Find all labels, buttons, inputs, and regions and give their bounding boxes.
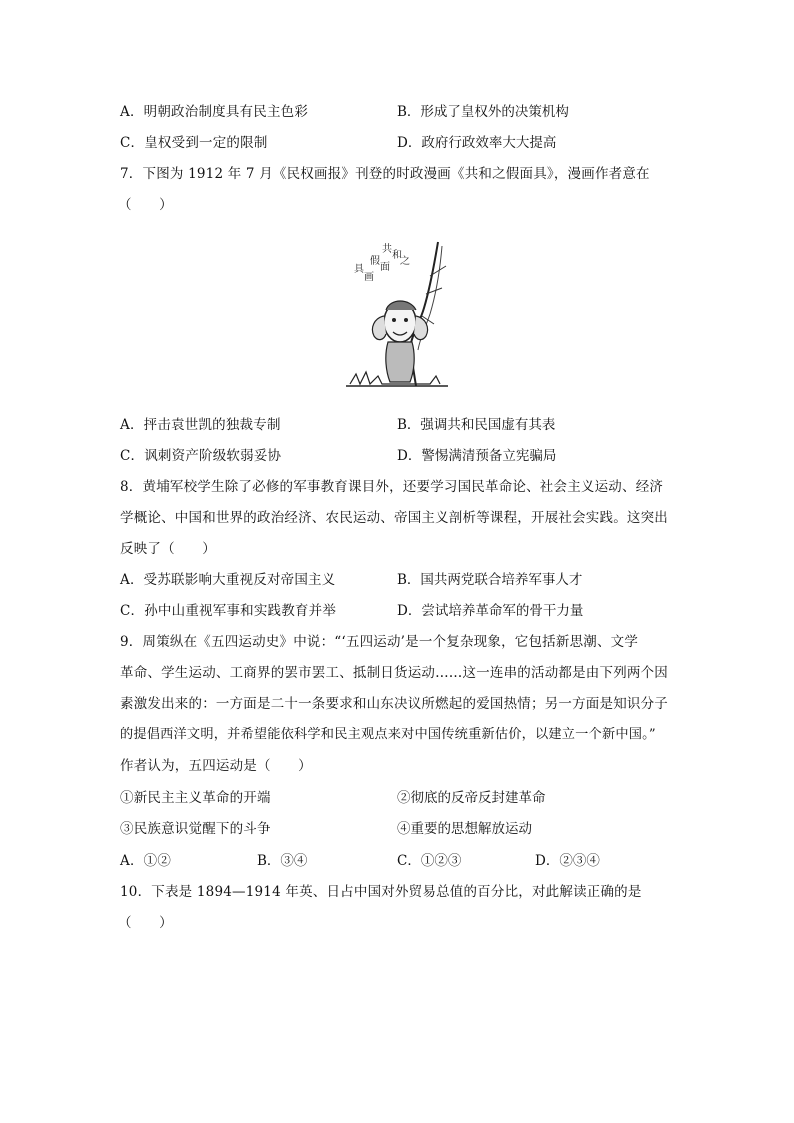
q6-option-b: B．形成了皇权外的决策机构 [397, 104, 569, 120]
political-cartoon [330, 236, 458, 392]
q9-item-2: ②彻底的反帝反封建革命 [397, 790, 546, 806]
q6-option-d: D．政府行政效率大大提高 [397, 135, 557, 151]
q9-item-3: ③民族意识觉醒下的斗争 [120, 821, 271, 837]
q7-option-c: C．讽刺资产阶级软弱妥协 [120, 448, 282, 464]
q10-bracket: （ ） [118, 915, 173, 931]
q9-option-a: A．①② [120, 853, 172, 869]
q9-line-5: 作者认为，五四运动是（ ） [120, 758, 312, 774]
q7-option-d: D．警惕满清预备立宪骗局 [397, 448, 557, 464]
svg-text:假: 假 [370, 256, 380, 267]
q9-option-d: D．②③④ [535, 853, 600, 869]
q8-line-2: 学概论、中国和世界的政治经济、农民运动、帝国主义剖析等课程，开展社会实践。这突出 [120, 510, 668, 526]
q7-option-a: A．抨击袁世凯的独裁专制 [120, 417, 281, 433]
q8-option-d: D．尝试培养革命军的骨干力量 [397, 603, 584, 619]
q9-line-1: 9．周策纵在《五四运动史》中说：“‘五四运动’是一个复杂现象，它包括新思潮、文学 [120, 634, 639, 650]
q7-option-b: B．强调共和民国虚有其表 [397, 417, 556, 433]
q9-line-3: 素激发出来的：一方面是二十一条要求和山东决议所燃起的爱国热情；另一方面是知识分子 [120, 696, 668, 712]
q9-line-4: 的提倡西洋文明，并希望能依科学和民主观点来对中国传统重新估价，以建立一个新中国。” [120, 727, 656, 742]
svg-text:面: 面 [380, 262, 390, 273]
cartoon-drawing [330, 236, 458, 392]
svg-text:和: 和 [392, 250, 402, 261]
cartoon-caption-lettering [354, 242, 410, 283]
svg-text:之: 之 [400, 256, 410, 267]
q8-option-c: C．孙中山重视军事和实践教育并举 [120, 603, 337, 619]
q7-stem: 7．下图为 1912 年 7 月《民权画报》刊登的时政漫画《共和之假面具》，漫画作者意在 [120, 166, 650, 182]
q9-item-4: ④重要的思想解放运动 [397, 821, 532, 837]
svg-text:共: 共 [382, 244, 392, 255]
svg-text:画: 画 [364, 272, 374, 283]
q6-option-c: C．皇权受到一定的限制 [120, 135, 268, 151]
q9-option-b: B．③④ [257, 853, 308, 869]
q7-bracket: （ ） [118, 197, 173, 213]
q8-line-3: 反映了（ ） [120, 541, 216, 557]
q6-option-a: A．明朝政治制度具有民主色彩 [120, 104, 309, 120]
q9-item-1: ①新民主主义革命的开端 [120, 790, 271, 806]
q8-option-a: A．受苏联影响大重视反对帝国主义 [120, 572, 336, 588]
q8-option-b: B．国共两党联合培养军事人才 [397, 572, 583, 588]
svg-text:具: 具 [354, 264, 364, 275]
q8-line-1: 8．黄埔军校学生除了必修的军事教育课目外，还要学习国民革命论、社会主义运动、经济 [120, 479, 664, 495]
q9-line-2: 革命、学生运动、工商界的罢市罢工、抵制日货运动……这一连串的活动都是由下列两个因 [120, 665, 668, 681]
q9-option-c: C．①②③ [397, 853, 462, 869]
q10-stem: 10．下表是 1894—1914 年英、日占中国对外贸易总值的百分比，对此解读正确的是 [120, 884, 642, 900]
